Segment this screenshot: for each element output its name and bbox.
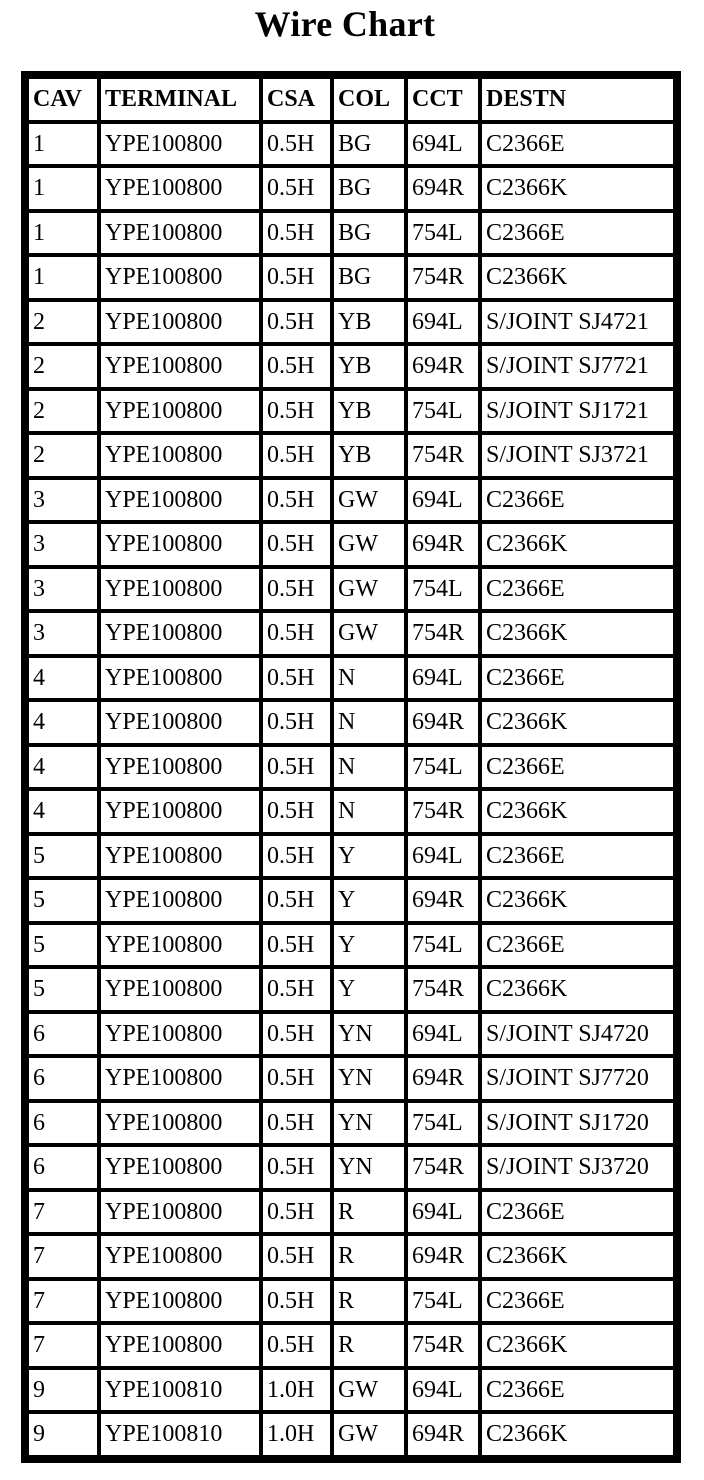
- cct-cell: 694L: [408, 480, 478, 521]
- destn-cell: S/JOINT SJ1720: [482, 1103, 673, 1144]
- cct-cell: 694R: [408, 346, 478, 387]
- cct-cell: 694R: [408, 168, 478, 209]
- cav-cell: 3: [29, 524, 97, 565]
- destn-cell: S/JOINT SJ7720: [482, 1058, 673, 1099]
- cav-cell: 9: [29, 1370, 97, 1411]
- destn-cell: C2366K: [482, 1414, 673, 1455]
- cct-cell: 694L: [408, 1192, 478, 1233]
- cct-cell: 754R: [408, 257, 478, 298]
- terminal-cell: YPE100800: [101, 1236, 259, 1277]
- destn-cell: C2366K: [482, 168, 673, 209]
- cav-cell: 7: [29, 1236, 97, 1277]
- table-row: [29, 1103, 673, 1144]
- table-row: [29, 658, 673, 699]
- table-row: [29, 168, 673, 209]
- table-header-row: [29, 79, 673, 120]
- cav-cell: 2: [29, 391, 97, 432]
- terminal-cell: YPE100800: [101, 1281, 259, 1322]
- cav-cell: 4: [29, 747, 97, 788]
- destn-cell: C2366K: [482, 524, 673, 565]
- table-row: [29, 480, 673, 521]
- destn-cell: C2366K: [482, 613, 673, 654]
- cct-cell: 754R: [408, 613, 478, 654]
- col-cell: GW: [334, 569, 404, 610]
- destn-cell: C2366K: [482, 880, 673, 921]
- table-row: [29, 613, 673, 654]
- cav-cell: 7: [29, 1281, 97, 1322]
- terminal-cell: YPE100800: [101, 880, 259, 921]
- col-cell: YB: [334, 391, 404, 432]
- csa-cell: 0.5H: [263, 969, 330, 1010]
- table-row: [29, 747, 673, 788]
- col-cell: GW: [334, 1370, 404, 1411]
- cav-cell: 4: [29, 791, 97, 832]
- csa-cell: 0.5H: [263, 524, 330, 565]
- csa-cell: 0.5H: [263, 1103, 330, 1144]
- terminal-cell: YPE100800: [101, 569, 259, 610]
- destn-cell: C2366K: [482, 1325, 673, 1366]
- table-row: [29, 880, 673, 921]
- cav-cell: 7: [29, 1325, 97, 1366]
- destn-cell: C2366K: [482, 1236, 673, 1277]
- table-row: [29, 1014, 673, 1055]
- terminal-cell: YPE100800: [101, 836, 259, 877]
- csa-cell: 0.5H: [263, 880, 330, 921]
- col-cell: N: [334, 747, 404, 788]
- col-cell: Y: [334, 969, 404, 1010]
- col-cell: BG: [334, 257, 404, 298]
- table-row: [29, 391, 673, 432]
- table-row: [29, 302, 673, 343]
- table-row: [29, 836, 673, 877]
- csa-cell: 0.5H: [263, 702, 330, 743]
- table-row: [29, 435, 673, 476]
- terminal-cell: YPE100800: [101, 1103, 259, 1144]
- csa-cell: 0.5H: [263, 435, 330, 476]
- col-cell: R: [334, 1325, 404, 1366]
- table-row: [29, 969, 673, 1010]
- cav-cell: 5: [29, 836, 97, 877]
- table-row: [29, 1325, 673, 1366]
- page-title: Wire Chart: [254, 4, 436, 44]
- terminal-cell: YPE100800: [101, 925, 259, 966]
- col-cell: Y: [334, 836, 404, 877]
- terminal-cell: YPE100800: [101, 658, 259, 699]
- column-header-destn: DESTN: [482, 79, 673, 120]
- cct-cell: 754L: [408, 1103, 478, 1144]
- column-header-cav: CAV: [29, 79, 97, 120]
- cav-cell: 3: [29, 613, 97, 654]
- destn-cell: C2366K: [482, 791, 673, 832]
- cct-cell: 694L: [408, 1370, 478, 1411]
- csa-cell: 0.5H: [263, 613, 330, 654]
- destn-cell: S/JOINT SJ3721: [482, 435, 673, 476]
- table-row: [29, 524, 673, 565]
- destn-cell: C2366E: [482, 1370, 673, 1411]
- wire-chart-table: [21, 71, 681, 1463]
- csa-cell: 0.5H: [263, 925, 330, 966]
- terminal-cell: YPE100800: [101, 1147, 259, 1188]
- table-row: [29, 1236, 673, 1277]
- cav-cell: 2: [29, 346, 97, 387]
- csa-cell: 0.5H: [263, 391, 330, 432]
- cav-cell: 1: [29, 213, 97, 254]
- csa-cell: 0.5H: [263, 1281, 330, 1322]
- col-cell: BG: [334, 124, 404, 165]
- csa-cell: 0.5H: [263, 168, 330, 209]
- cct-cell: 694L: [408, 1014, 478, 1055]
- col-cell: N: [334, 702, 404, 743]
- terminal-cell: YPE100800: [101, 613, 259, 654]
- destn-cell: C2366E: [482, 1192, 673, 1233]
- cct-cell: 694R: [408, 1236, 478, 1277]
- cct-cell: 754L: [408, 925, 478, 966]
- csa-cell: 0.5H: [263, 1192, 330, 1233]
- col-cell: YN: [334, 1014, 404, 1055]
- table-row: [29, 569, 673, 610]
- table-row: [29, 1414, 673, 1455]
- terminal-cell: YPE100800: [101, 1058, 259, 1099]
- terminal-cell: YPE100800: [101, 346, 259, 387]
- destn-cell: C2366E: [482, 213, 673, 254]
- cav-cell: 6: [29, 1103, 97, 1144]
- table-row: [29, 1192, 673, 1233]
- terminal-cell: YPE100800: [101, 213, 259, 254]
- cav-cell: 2: [29, 302, 97, 343]
- destn-cell: C2366E: [482, 658, 673, 699]
- cct-cell: 754L: [408, 391, 478, 432]
- terminal-cell: YPE100810: [101, 1370, 259, 1411]
- cav-cell: 1: [29, 124, 97, 165]
- destn-cell: C2366E: [482, 1281, 673, 1322]
- cav-cell: 3: [29, 480, 97, 521]
- destn-cell: C2366K: [482, 702, 673, 743]
- column-header-terminal: TERMINAL: [101, 79, 259, 120]
- terminal-cell: YPE100800: [101, 435, 259, 476]
- csa-cell: 0.5H: [263, 836, 330, 877]
- terminal-cell: YPE100800: [101, 1192, 259, 1233]
- col-cell: YB: [334, 302, 404, 343]
- destn-cell: S/JOINT SJ7721: [482, 346, 673, 387]
- csa-cell: 1.0H: [263, 1414, 330, 1455]
- column-header-col: COL: [334, 79, 404, 120]
- terminal-cell: YPE100800: [101, 702, 259, 743]
- destn-cell: S/JOINT SJ4720: [482, 1014, 673, 1055]
- csa-cell: 0.5H: [263, 1325, 330, 1366]
- cav-cell: 2: [29, 435, 97, 476]
- col-cell: GW: [334, 524, 404, 565]
- col-cell: YB: [334, 435, 404, 476]
- csa-cell: 0.5H: [263, 569, 330, 610]
- terminal-cell: YPE100800: [101, 524, 259, 565]
- cav-cell: 6: [29, 1147, 97, 1188]
- column-header-csa: CSA: [263, 79, 330, 120]
- table-row: [29, 1370, 673, 1411]
- cct-cell: 694L: [408, 124, 478, 165]
- csa-cell: 0.5H: [263, 791, 330, 832]
- table-row: [29, 213, 673, 254]
- col-cell: YB: [334, 346, 404, 387]
- cct-cell: 754R: [408, 1325, 478, 1366]
- cav-cell: 1: [29, 257, 97, 298]
- col-cell: YN: [334, 1058, 404, 1099]
- csa-cell: 0.5H: [263, 302, 330, 343]
- cav-cell: 4: [29, 702, 97, 743]
- table-row: [29, 346, 673, 387]
- terminal-cell: YPE100810: [101, 1414, 259, 1455]
- destn-cell: S/JOINT SJ3720: [482, 1147, 673, 1188]
- terminal-cell: YPE100800: [101, 124, 259, 165]
- table-row: [29, 791, 673, 832]
- cav-cell: 9: [29, 1414, 97, 1455]
- col-cell: R: [334, 1192, 404, 1233]
- terminal-cell: YPE100800: [101, 1014, 259, 1055]
- terminal-cell: YPE100800: [101, 791, 259, 832]
- table-row: [29, 1058, 673, 1099]
- destn-cell: C2366E: [482, 925, 673, 966]
- terminal-cell: YPE100800: [101, 168, 259, 209]
- cct-cell: 754R: [408, 969, 478, 1010]
- col-cell: GW: [334, 1414, 404, 1455]
- csa-cell: 0.5H: [263, 1236, 330, 1277]
- col-cell: N: [334, 791, 404, 832]
- col-cell: N: [334, 658, 404, 699]
- cav-cell: 5: [29, 880, 97, 921]
- terminal-cell: YPE100800: [101, 969, 259, 1010]
- col-cell: GW: [334, 480, 404, 521]
- terminal-cell: YPE100800: [101, 1325, 259, 1366]
- cct-cell: 694L: [408, 836, 478, 877]
- cct-cell: 694R: [408, 1414, 478, 1455]
- cct-cell: 754R: [408, 1147, 478, 1188]
- cct-cell: 754L: [408, 747, 478, 788]
- csa-cell: 0.5H: [263, 124, 330, 165]
- csa-cell: 0.5H: [263, 658, 330, 699]
- col-cell: R: [334, 1281, 404, 1322]
- cct-cell: 754R: [408, 435, 478, 476]
- destn-cell: S/JOINT SJ1721: [482, 391, 673, 432]
- cav-cell: 7: [29, 1192, 97, 1233]
- table-row: [29, 925, 673, 966]
- destn-cell: C2366E: [482, 480, 673, 521]
- cav-cell: 6: [29, 1014, 97, 1055]
- cct-cell: 694L: [408, 302, 478, 343]
- table-row: [29, 1281, 673, 1322]
- cav-cell: 5: [29, 969, 97, 1010]
- csa-cell: 0.5H: [263, 1147, 330, 1188]
- cav-cell: 5: [29, 925, 97, 966]
- cct-cell: 694L: [408, 658, 478, 699]
- col-cell: BG: [334, 168, 404, 209]
- col-cell: GW: [334, 613, 404, 654]
- cct-cell: 694R: [408, 524, 478, 565]
- column-header-cct: CCT: [408, 79, 478, 120]
- col-cell: BG: [334, 213, 404, 254]
- col-cell: Y: [334, 925, 404, 966]
- col-cell: YN: [334, 1147, 404, 1188]
- destn-cell: C2366K: [482, 969, 673, 1010]
- cct-cell: 754L: [408, 213, 478, 254]
- csa-cell: 0.5H: [263, 257, 330, 298]
- terminal-cell: YPE100800: [101, 480, 259, 521]
- destn-cell: S/JOINT SJ4721: [482, 302, 673, 343]
- cct-cell: 754L: [408, 569, 478, 610]
- destn-cell: C2366E: [482, 836, 673, 877]
- terminal-cell: YPE100800: [101, 747, 259, 788]
- col-cell: Y: [334, 880, 404, 921]
- destn-cell: C2366E: [482, 747, 673, 788]
- cct-cell: 754L: [408, 1281, 478, 1322]
- destn-cell: C2366E: [482, 569, 673, 610]
- table-row: [29, 1147, 673, 1188]
- cct-cell: 694R: [408, 702, 478, 743]
- destn-cell: C2366E: [482, 124, 673, 165]
- terminal-cell: YPE100800: [101, 257, 259, 298]
- table-body: [29, 124, 673, 1455]
- cav-cell: 3: [29, 569, 97, 610]
- csa-cell: 1.0H: [263, 1370, 330, 1411]
- csa-cell: 0.5H: [263, 1058, 330, 1099]
- terminal-cell: YPE100800: [101, 302, 259, 343]
- cav-cell: 4: [29, 658, 97, 699]
- table-row: [29, 702, 673, 743]
- csa-cell: 0.5H: [263, 213, 330, 254]
- cct-cell: 754R: [408, 791, 478, 832]
- cct-cell: 694R: [408, 880, 478, 921]
- table-row: [29, 124, 673, 165]
- csa-cell: 0.5H: [263, 1014, 330, 1055]
- terminal-cell: YPE100800: [101, 391, 259, 432]
- csa-cell: 0.5H: [263, 747, 330, 788]
- cav-cell: 6: [29, 1058, 97, 1099]
- destn-cell: C2366K: [482, 257, 673, 298]
- col-cell: R: [334, 1236, 404, 1277]
- cav-cell: 1: [29, 168, 97, 209]
- col-cell: YN: [334, 1103, 404, 1144]
- table-row: [29, 257, 673, 298]
- cct-cell: 694R: [408, 1058, 478, 1099]
- csa-cell: 0.5H: [263, 480, 330, 521]
- csa-cell: 0.5H: [263, 346, 330, 387]
